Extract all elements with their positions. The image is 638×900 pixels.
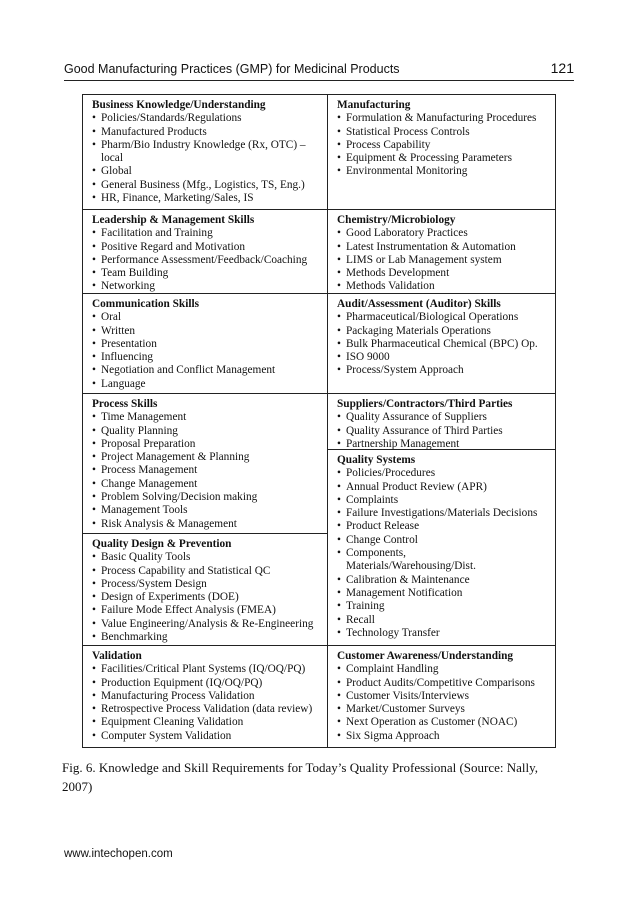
list-item: • Quality Assurance of Third Parties <box>337 425 555 438</box>
table-right-column <box>327 95 555 747</box>
cell-customer-awareness <box>328 645 555 747</box>
list-item: • Computer System Validation <box>92 730 327 743</box>
list-item: • Oral <box>92 311 327 324</box>
list-item: • Facilitation and Training <box>92 227 327 240</box>
cell-manufacturing <box>328 95 555 209</box>
list-item: • Failure Investigations/Materials Decisions <box>337 507 555 520</box>
list-item: • Basic Quality Tools <box>92 551 327 564</box>
list-item: • Process/System Approach <box>337 364 555 377</box>
list-item: • Process Capability and Statistical QC <box>92 565 327 578</box>
cell-heading: Leadership & Management Skills <box>92 214 255 226</box>
list-item: • Management Tools <box>92 504 327 517</box>
list-item: • Team Building <box>92 267 327 280</box>
list-item: • Change Management <box>92 478 327 491</box>
table-left-column <box>83 95 327 747</box>
figure-caption: Fig. 6. Knowledge and Skill Requirements for Today’s Quality Professional (Source: Nally, 2007) <box>62 760 539 794</box>
cell-validation <box>83 645 327 747</box>
list-item: • Policies/Standards/Regulations <box>92 112 327 125</box>
list-item: • Failure Mode Effect Analysis (FMEA) <box>92 604 327 617</box>
list-item: • Customer Visits/Interviews <box>337 690 555 703</box>
list-item: • Networking <box>92 280 327 293</box>
cell-heading: Communication Skills <box>92 298 200 310</box>
list-item: • Next Operation as Customer (NOAC) <box>337 716 555 729</box>
list-item: • Project Management & Planning <box>92 451 327 464</box>
cell-heading: Process Skills <box>92 398 158 410</box>
list-item: • Equipment & Processing Parameters <box>337 152 555 165</box>
cell-communication <box>83 293 327 393</box>
list-item: • Quality Planning <box>92 425 327 438</box>
list-item: • Packaging Materials Operations <box>337 325 555 338</box>
list-item: • Presentation <box>92 338 327 351</box>
cell-heading: Quality Design & Prevention <box>92 538 232 550</box>
list-item: • Equipment Cleaning Validation <box>92 716 327 729</box>
header-title: Good Manufacturing Practices (GMP) for Medicinal Products <box>64 62 400 76</box>
cell-heading: Manufacturing <box>337 99 411 111</box>
list-item: • Process Management <box>92 464 327 477</box>
list-item: • Language <box>92 378 327 391</box>
cell-heading: Suppliers/Contractors/Third Parties <box>337 398 513 410</box>
cell-process-skills <box>83 393 327 533</box>
list-item: • Formulation & Manufacturing Procedures <box>337 112 555 125</box>
list-item: • Benchmarking <box>92 631 327 644</box>
list-item: • Pharm/Bio Industry Knowledge (Rx, OTC) – local <box>92 139 327 166</box>
list-item: • Product Audits/Competitive Comparisons <box>337 677 555 690</box>
list-item: • Policies/Procedures <box>337 467 555 480</box>
list-item: • LIMS or Lab Management system <box>337 254 555 267</box>
list-item: • Negotiation and Conflict Management <box>92 364 327 377</box>
cell-suppliers-contractors <box>328 393 555 449</box>
list-item: • Product Release <box>337 520 555 533</box>
list-item: • Methods Validation <box>337 280 555 293</box>
cell-chemistry-microbiology <box>328 209 555 293</box>
list-item: • Change Control <box>337 534 555 547</box>
list-item: • Problem Solving/Decision making <box>92 491 327 504</box>
cell-business-knowledge <box>83 95 327 209</box>
list-item: • Written <box>92 325 327 338</box>
list-item: • Manufacturing Process Validation <box>92 690 327 703</box>
cell-leadership <box>83 209 327 293</box>
list-item: • Complaints <box>337 494 555 507</box>
list-item: • Training <box>337 600 555 613</box>
list-item: • Pharmaceutical/Biological Operations <box>337 311 555 324</box>
list-item: • Proposal Preparation <box>92 438 327 451</box>
list-item: • Recall <box>337 614 555 627</box>
list-item: • Latest Instrumentation & Automation <box>337 241 555 254</box>
list-item: • Value Engineering/Analysis & Re-Engineering <box>92 618 327 631</box>
list-item: • Process/System Design <box>92 578 327 591</box>
cell-quality-design <box>83 533 327 645</box>
list-item: • Time Management <box>92 411 327 424</box>
list-item: • Methods Development <box>337 267 555 280</box>
list-item: • Production Equipment (IQ/OQ/PQ) <box>92 677 327 690</box>
footer-url[interactable]: www.intechopen.com <box>64 848 173 860</box>
list-item: • HR, Finance, Marketing/Sales, IS <box>92 192 327 205</box>
list-item: • Complaint Handling <box>337 663 555 676</box>
list-item: • Partnership Management <box>337 438 555 451</box>
page-number: 121 <box>550 60 574 76</box>
list-item: • Performance Assessment/Feedback/Coaching <box>92 254 327 267</box>
list-item: • Market/Customer Surveys <box>337 703 555 716</box>
cell-heading: Chemistry/Microbiology <box>337 214 456 226</box>
list-item: • Management Notification <box>337 587 555 600</box>
list-item: • Risk Analysis & Management <box>92 518 327 531</box>
list-item: • Process Capability <box>337 139 555 152</box>
list-item: • Global <box>92 165 327 178</box>
skills-table <box>82 94 556 748</box>
list-item: • General Business (Mfg., Logistics, TS, Eng.) <box>92 179 327 192</box>
list-item: • Annual Product Review (APR) <box>337 481 555 494</box>
cell-heading: Business Knowledge/Understanding <box>92 99 266 111</box>
list-item: • Technology Transfer <box>337 627 555 640</box>
list-item: • Influencing <box>92 351 327 364</box>
list-item: • Positive Regard and Motivation <box>92 241 327 254</box>
cell-heading: Quality Systems <box>337 454 416 466</box>
cell-quality-systems <box>328 449 555 645</box>
cell-heading: Audit/Assessment (Auditor) Skills <box>337 298 501 310</box>
list-item: • Manufactured Products <box>92 126 327 139</box>
cell-heading: Validation <box>92 650 142 662</box>
cell-heading: Customer Awareness/Understanding <box>337 650 514 662</box>
running-header <box>64 62 574 81</box>
list-item: • Facilities/Critical Plant Systems (IQ/OQ/PQ) <box>92 663 327 676</box>
list-item: • Good Laboratory Practices <box>337 227 555 240</box>
list-item: • Calibration & Maintenance <box>337 574 555 587</box>
list-item: • ISO 9000 <box>337 351 555 364</box>
list-item: • Statistical Process Controls <box>337 126 555 139</box>
list-item: • Environmental Monitoring <box>337 165 555 178</box>
list-item: • Design of Experiments (DOE) <box>92 591 327 604</box>
list-item: • Six Sigma Approach <box>337 730 555 743</box>
cell-audit-assessment <box>328 293 555 393</box>
list-item: • Quality Assurance of Suppliers <box>337 411 555 424</box>
list-item: • Retrospective Process Validation (data review) <box>92 703 327 716</box>
list-item: • Bulk Pharmaceutical Chemical (BPC) Op. <box>337 338 555 351</box>
list-item: • Components, Materials/Warehousing/Dist. <box>337 547 555 574</box>
